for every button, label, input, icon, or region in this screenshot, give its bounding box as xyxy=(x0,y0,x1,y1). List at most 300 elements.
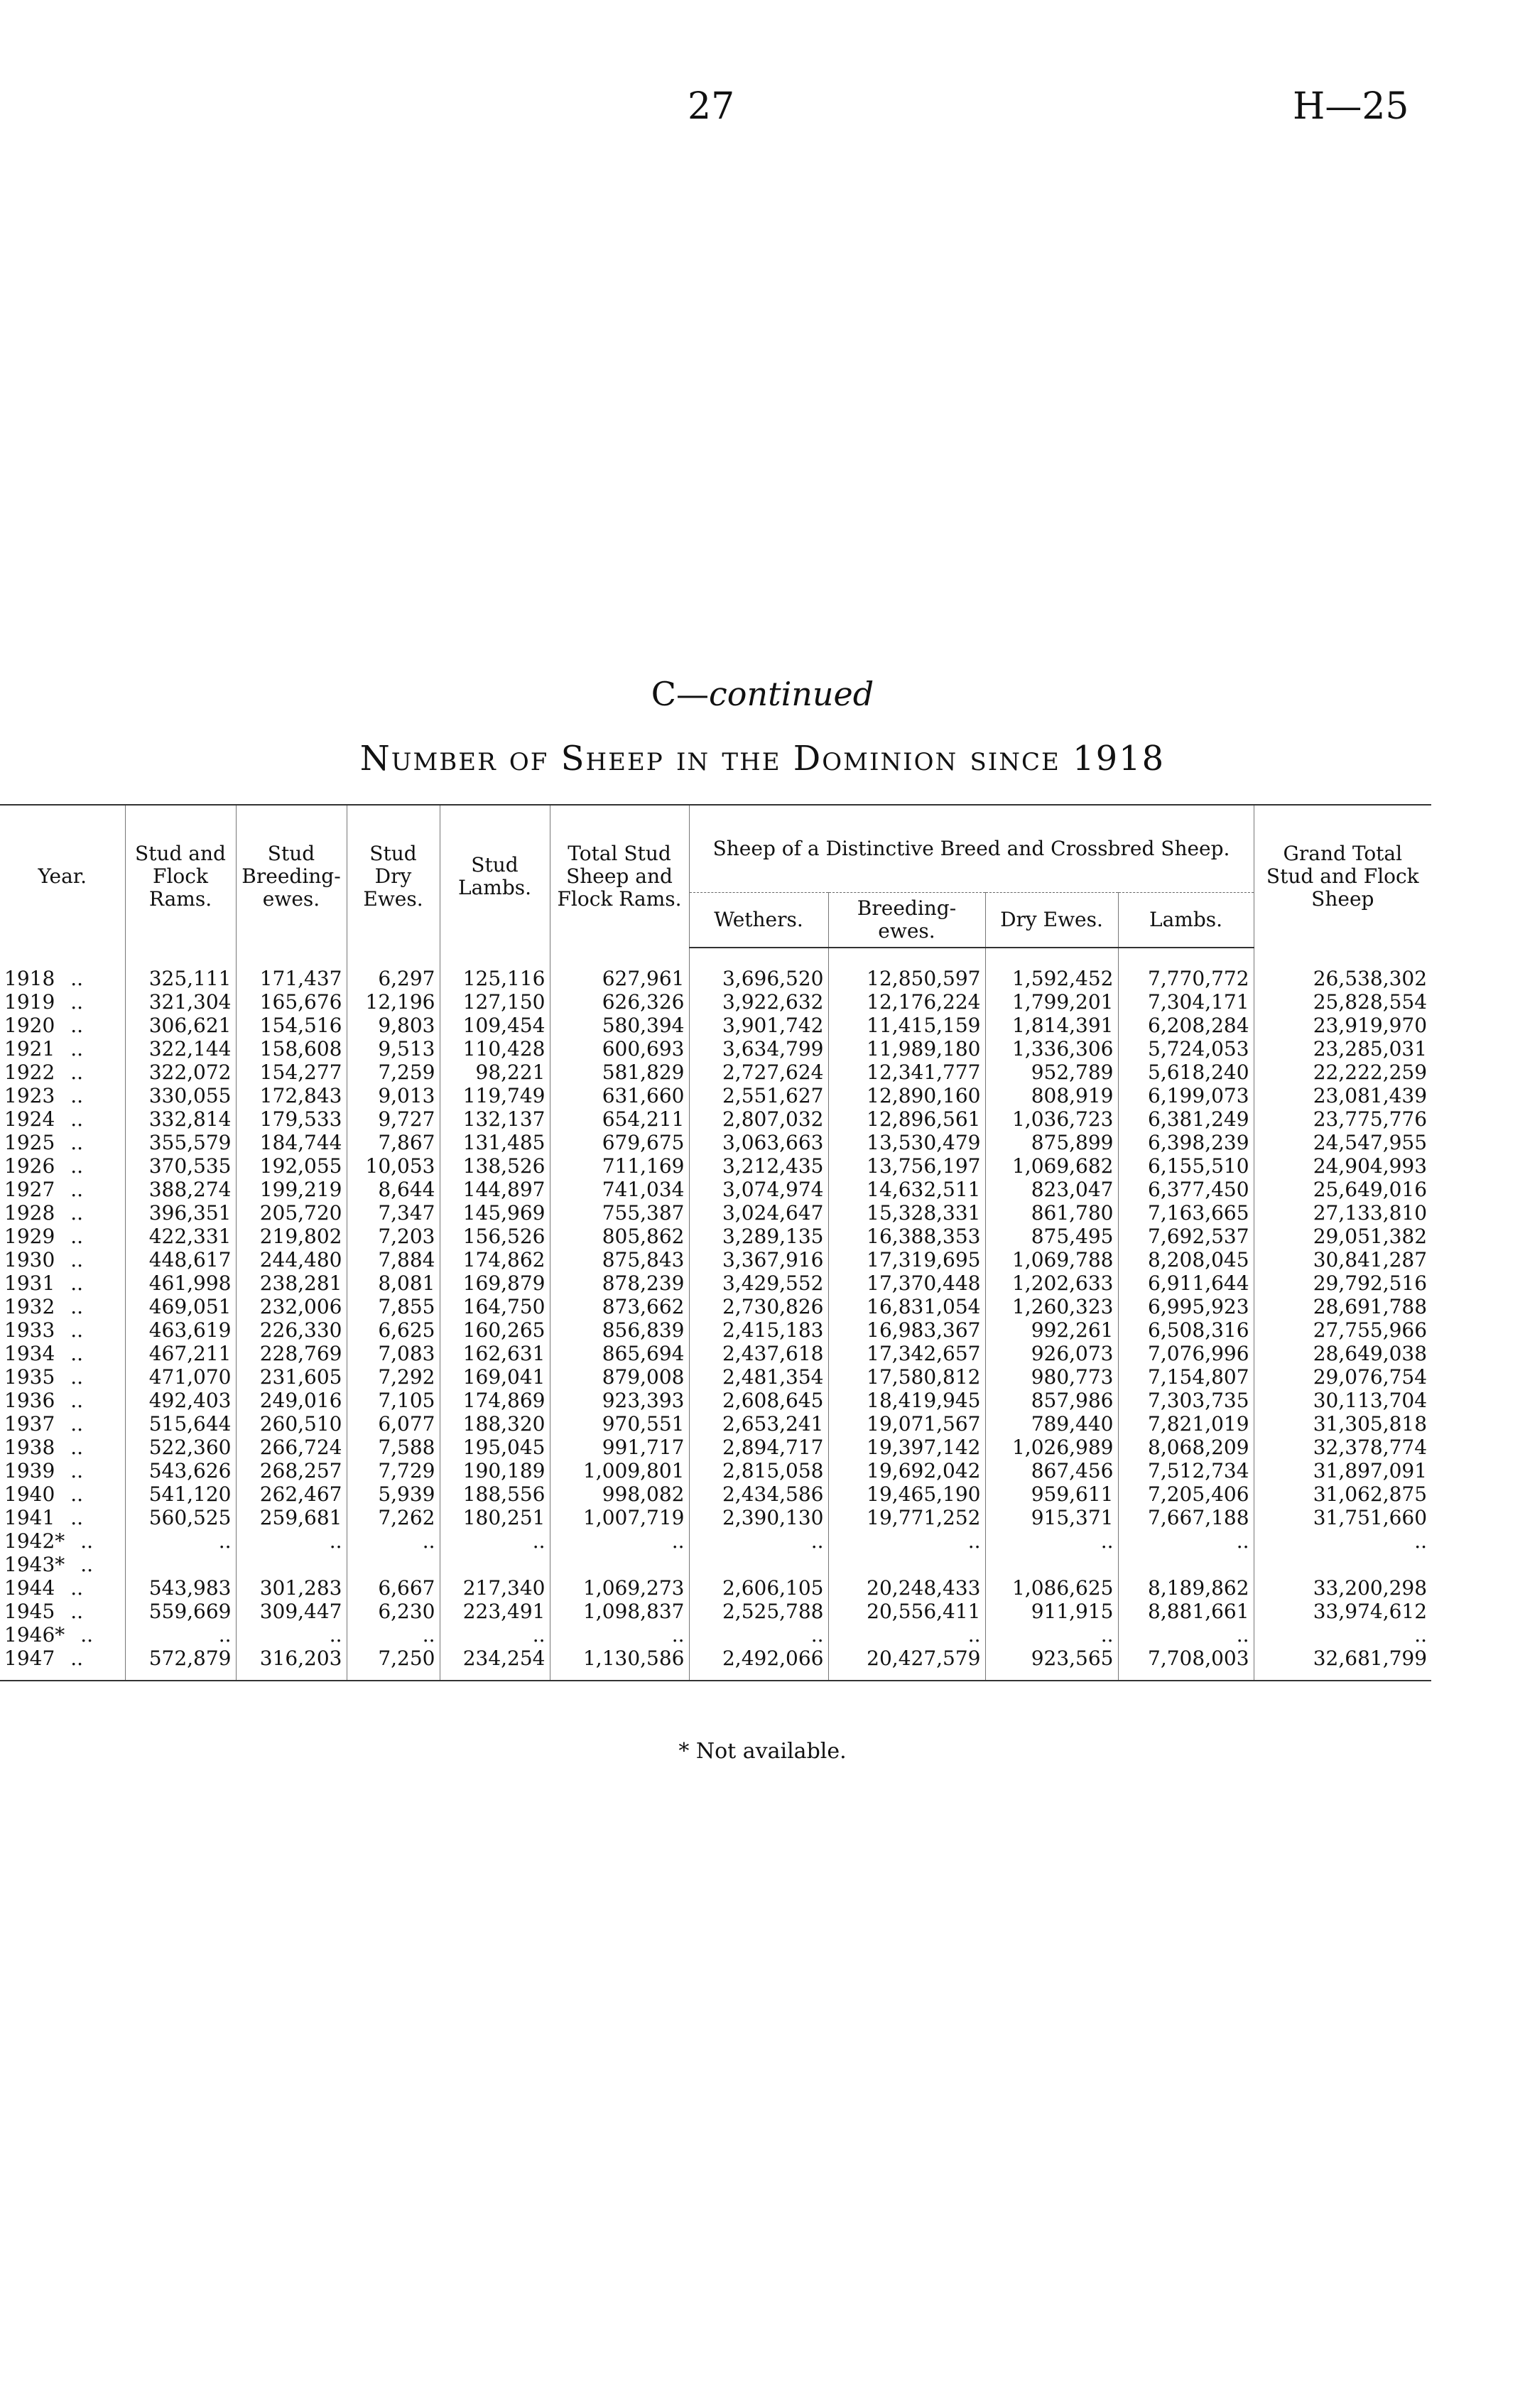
col-lambs: 7,770,772 xyxy=(1118,948,1254,990)
col-breeding-ewes: 16,831,054 xyxy=(828,1295,985,1318)
col-stud-lambs: 156,526 xyxy=(440,1225,550,1248)
col-total-stud: 998,082 xyxy=(550,1482,689,1506)
col-wethers: 3,922,632 xyxy=(689,990,828,1014)
col-grand-total: 27,755,966 xyxy=(1254,1318,1431,1342)
header-distinctive-group: Sheep of a Distinctive Breed and Crossbred Sheep. xyxy=(689,805,1254,893)
year-leader-dots: .. xyxy=(70,990,84,1014)
col-stud-dry-ewes: 9,013 xyxy=(347,1084,440,1107)
col-wethers: 2,551,627 xyxy=(689,1084,828,1107)
year-label: 1934 xyxy=(4,1342,55,1366)
col-lambs: .. xyxy=(1118,1529,1254,1553)
col-wethers: 3,074,974 xyxy=(689,1178,828,1201)
year-label: 1918 xyxy=(4,966,55,990)
col-wethers: 2,727,624 xyxy=(689,1061,828,1084)
col-wethers: 3,212,435 xyxy=(689,1154,828,1178)
col-stud-flock-rams: 543,983 xyxy=(125,1576,236,1600)
col-stud-breeding-ewes: 309,447 xyxy=(236,1600,347,1623)
year-leader-dots: .. xyxy=(70,1225,84,1249)
col-stud-lambs: .. xyxy=(440,1623,550,1647)
table-row xyxy=(0,1037,1431,1061)
col-total-stud: 1,098,837 xyxy=(550,1600,689,1623)
year-leader-dots: .. xyxy=(70,1154,84,1178)
section-letter: C— xyxy=(651,675,709,713)
cell-year xyxy=(0,1436,125,1459)
col-stud-flock-rams: 396,351 xyxy=(125,1201,236,1225)
header-dry-ewes: Dry Ewes. xyxy=(985,893,1118,948)
col-stud-breeding-ewes: 260,510 xyxy=(236,1412,347,1436)
table-row xyxy=(0,1436,1431,1459)
col-grand-total: 31,897,091 xyxy=(1254,1459,1431,1482)
year-label: 1940 xyxy=(4,1482,55,1507)
table-row xyxy=(0,1154,1431,1178)
cell-year xyxy=(0,1248,125,1271)
col-lambs: 6,398,239 xyxy=(1118,1131,1254,1154)
col-stud-dry-ewes: 7,203 xyxy=(347,1225,440,1248)
col-total-stud: 1,007,719 xyxy=(550,1506,689,1529)
col-grand-total: 32,681,799 xyxy=(1254,1647,1431,1681)
col-wethers: 2,434,586 xyxy=(689,1482,828,1506)
col-total-stud xyxy=(550,1553,689,1576)
col-stud-flock-rams: .. xyxy=(125,1623,236,1647)
table-row xyxy=(0,1131,1431,1154)
col-wethers: 2,481,354 xyxy=(689,1365,828,1389)
year-leader-dots: .. xyxy=(70,1037,84,1061)
col-stud-lambs: 145,969 xyxy=(440,1201,550,1225)
col-dry-ewes: 1,069,682 xyxy=(985,1154,1118,1178)
year-label: 1935 xyxy=(4,1365,55,1389)
col-grand-total: 25,828,554 xyxy=(1254,990,1431,1014)
col-grand-total: .. xyxy=(1254,1623,1431,1647)
col-stud-dry-ewes: 5,939 xyxy=(347,1482,440,1506)
table-row xyxy=(0,1248,1431,1271)
table-row xyxy=(0,1647,1431,1681)
col-lambs xyxy=(1118,1553,1254,1576)
col-stud-lambs: 144,897 xyxy=(440,1178,550,1201)
table-row xyxy=(0,1084,1431,1107)
col-stud-breeding-ewes: 154,516 xyxy=(236,1014,347,1037)
col-total-stud: 1,069,273 xyxy=(550,1576,689,1600)
col-breeding-ewes: 13,756,197 xyxy=(828,1154,985,1178)
col-stud-flock-rams: 322,072 xyxy=(125,1061,236,1084)
col-stud-lambs: 169,041 xyxy=(440,1365,550,1389)
year-label: 1924 xyxy=(4,1107,55,1132)
col-grand-total: .. xyxy=(1254,1529,1431,1553)
year-label: 1931 xyxy=(4,1271,55,1296)
col-breeding-ewes: 15,328,331 xyxy=(828,1201,985,1225)
col-wethers: 2,390,130 xyxy=(689,1506,828,1529)
col-stud-dry-ewes: 6,077 xyxy=(347,1412,440,1436)
col-lambs: 7,304,171 xyxy=(1118,990,1254,1014)
col-stud-lambs: 138,526 xyxy=(440,1154,550,1178)
col-stud-breeding-ewes: 266,724 xyxy=(236,1436,347,1459)
col-grand-total: 31,305,818 xyxy=(1254,1412,1431,1436)
col-dry-ewes: 1,036,723 xyxy=(985,1107,1118,1131)
col-stud-flock-rams: 471,070 xyxy=(125,1365,236,1389)
col-dry-ewes: 1,026,989 xyxy=(985,1436,1118,1459)
col-stud-lambs: 174,862 xyxy=(440,1248,550,1271)
continued-label: continued xyxy=(709,675,874,713)
year-label: 1933 xyxy=(4,1318,55,1343)
year-label: 1945 xyxy=(4,1600,55,1624)
table-row xyxy=(0,1225,1431,1248)
col-grand-total: 32,378,774 xyxy=(1254,1436,1431,1459)
col-stud-dry-ewes: 8,644 xyxy=(347,1178,440,1201)
year-label: 1923 xyxy=(4,1084,55,1108)
col-stud-dry-ewes: 9,513 xyxy=(347,1037,440,1061)
col-stud-flock-rams: 463,619 xyxy=(125,1318,236,1342)
col-breeding-ewes: 17,342,657 xyxy=(828,1342,985,1365)
col-breeding-ewes: 13,530,479 xyxy=(828,1131,985,1154)
col-stud-dry-ewes xyxy=(347,1553,440,1576)
col-stud-lambs: 98,221 xyxy=(440,1061,550,1084)
col-wethers: 2,894,717 xyxy=(689,1436,828,1459)
col-lambs: 7,163,665 xyxy=(1118,1201,1254,1225)
header-wethers: Wethers. xyxy=(689,893,828,948)
col-total-stud: 580,394 xyxy=(550,1014,689,1037)
col-stud-dry-ewes: 8,081 xyxy=(347,1271,440,1295)
col-breeding-ewes: 20,248,433 xyxy=(828,1576,985,1600)
cell-year xyxy=(0,990,125,1014)
col-dry-ewes: 926,073 xyxy=(985,1342,1118,1365)
col-dry-ewes: 1,814,391 xyxy=(985,1014,1118,1037)
year-leader-dots: .. xyxy=(70,1271,84,1296)
col-dry-ewes: 875,495 xyxy=(985,1225,1118,1248)
col-stud-flock-rams: 492,403 xyxy=(125,1389,236,1412)
year-label: 1928 xyxy=(4,1201,55,1225)
col-stud-lambs: 162,631 xyxy=(440,1342,550,1365)
col-grand-total: 29,051,382 xyxy=(1254,1225,1431,1248)
cell-year xyxy=(0,1107,125,1131)
year-leader-dots: .. xyxy=(70,1342,84,1366)
col-stud-lambs: 169,879 xyxy=(440,1271,550,1295)
header-stud-dry-ewes: Stud Dry Ewes. xyxy=(347,805,440,948)
col-dry-ewes: 1,336,306 xyxy=(985,1037,1118,1061)
col-stud-breeding-ewes: 262,467 xyxy=(236,1482,347,1506)
year-label: 1942* xyxy=(4,1529,65,1553)
col-lambs: 7,667,188 xyxy=(1118,1506,1254,1529)
cell-year xyxy=(0,1365,125,1389)
col-total-stud: .. xyxy=(550,1623,689,1647)
year-label: 1919 xyxy=(4,990,55,1014)
year-leader-dots: .. xyxy=(80,1553,94,1577)
col-wethers: 3,901,742 xyxy=(689,1014,828,1037)
col-breeding-ewes: 12,341,777 xyxy=(828,1061,985,1084)
col-dry-ewes: 1,592,452 xyxy=(985,948,1118,990)
col-stud-breeding-ewes: 199,219 xyxy=(236,1178,347,1201)
col-wethers: .. xyxy=(689,1529,828,1553)
year-label: 1925 xyxy=(4,1131,55,1155)
footnote: * Not available. xyxy=(678,1739,847,1764)
header-grand-total: Grand Total Stud and Flock Sheep xyxy=(1254,805,1431,948)
col-dry-ewes: .. xyxy=(985,1623,1118,1647)
col-total-stud: 600,693 xyxy=(550,1037,689,1061)
col-stud-dry-ewes: 6,230 xyxy=(347,1600,440,1623)
col-wethers: .. xyxy=(689,1623,828,1647)
col-stud-lambs: 119,749 xyxy=(440,1084,550,1107)
header-total-stud: Total Stud Sheep and Flock Rams. xyxy=(550,805,689,948)
col-breeding-ewes: 19,692,042 xyxy=(828,1459,985,1482)
col-breeding-ewes: 14,632,511 xyxy=(828,1178,985,1201)
col-stud-breeding-ewes: 301,283 xyxy=(236,1576,347,1600)
col-wethers: 2,815,058 xyxy=(689,1459,828,1482)
col-stud-dry-ewes: 7,855 xyxy=(347,1295,440,1318)
col-stud-flock-rams: 541,120 xyxy=(125,1482,236,1506)
year-leader-dots: .. xyxy=(70,1014,84,1038)
col-lambs: 6,508,316 xyxy=(1118,1318,1254,1342)
col-dry-ewes: 980,773 xyxy=(985,1365,1118,1389)
col-dry-ewes: 959,611 xyxy=(985,1482,1118,1506)
year-label: 1930 xyxy=(4,1248,55,1272)
col-stud-dry-ewes: 10,053 xyxy=(347,1154,440,1178)
col-stud-breeding-ewes: .. xyxy=(236,1529,347,1553)
col-total-stud: 865,694 xyxy=(550,1342,689,1365)
col-grand-total: 33,200,298 xyxy=(1254,1576,1431,1600)
table-row xyxy=(0,1553,1431,1576)
col-breeding-ewes: 17,370,448 xyxy=(828,1271,985,1295)
col-stud-flock-rams: 522,360 xyxy=(125,1436,236,1459)
section-label xyxy=(0,675,1525,713)
col-stud-flock-rams: .. xyxy=(125,1529,236,1553)
col-breeding-ewes: 16,388,353 xyxy=(828,1225,985,1248)
year-leader-dots: .. xyxy=(70,1365,84,1389)
cell-year xyxy=(0,1412,125,1436)
col-stud-dry-ewes: 7,867 xyxy=(347,1131,440,1154)
year-leader-dots: .. xyxy=(70,1084,84,1108)
col-stud-lambs: 190,189 xyxy=(440,1459,550,1482)
col-stud-lambs: 109,454 xyxy=(440,1014,550,1037)
year-leader-dots: .. xyxy=(70,1178,84,1202)
col-stud-dry-ewes: 7,292 xyxy=(347,1365,440,1389)
table-row xyxy=(0,1459,1431,1482)
cell-year xyxy=(0,1342,125,1365)
col-stud-lambs: 131,485 xyxy=(440,1131,550,1154)
col-grand-total: 30,841,287 xyxy=(1254,1248,1431,1271)
year-label: 1941 xyxy=(4,1506,55,1530)
col-stud-dry-ewes: 6,667 xyxy=(347,1576,440,1600)
col-lambs: 8,189,862 xyxy=(1118,1576,1254,1600)
col-stud-lambs: 188,320 xyxy=(440,1412,550,1436)
cell-year xyxy=(0,1154,125,1178)
year-leader-dots: .. xyxy=(70,1061,84,1085)
col-grand-total: 26,538,302 xyxy=(1254,948,1431,990)
col-wethers: 2,653,241 xyxy=(689,1412,828,1436)
table-row xyxy=(0,1295,1431,1318)
table-row xyxy=(0,1342,1431,1365)
cell-year xyxy=(0,1225,125,1248)
col-wethers: 3,024,647 xyxy=(689,1201,828,1225)
col-wethers: 3,634,799 xyxy=(689,1037,828,1061)
col-dry-ewes: 911,915 xyxy=(985,1600,1118,1623)
year-label: 1921 xyxy=(4,1037,55,1061)
cell-year xyxy=(0,1201,125,1225)
col-stud-breeding-ewes: 165,676 xyxy=(236,990,347,1014)
col-dry-ewes: .. xyxy=(985,1529,1118,1553)
col-grand-total: 33,974,612 xyxy=(1254,1600,1431,1623)
col-dry-ewes: 875,899 xyxy=(985,1131,1118,1154)
col-grand-total: 22,222,259 xyxy=(1254,1061,1431,1084)
col-breeding-ewes xyxy=(828,1553,985,1576)
col-dry-ewes: 923,565 xyxy=(985,1647,1118,1681)
year-leader-dots: .. xyxy=(80,1529,94,1553)
col-wethers: 3,696,520 xyxy=(689,948,828,990)
col-total-stud: 805,862 xyxy=(550,1225,689,1248)
col-grand-total: 29,792,516 xyxy=(1254,1271,1431,1295)
col-breeding-ewes: 20,556,411 xyxy=(828,1600,985,1623)
cell-year xyxy=(0,1014,125,1037)
col-stud-dry-ewes: 7,259 xyxy=(347,1061,440,1084)
cell-year xyxy=(0,1647,125,1681)
col-lambs: 6,381,249 xyxy=(1118,1107,1254,1131)
col-stud-flock-rams: 469,051 xyxy=(125,1295,236,1318)
header-lambs: Lambs. xyxy=(1118,893,1254,948)
col-grand-total: 24,547,955 xyxy=(1254,1131,1431,1154)
table-title: Number of Sheep in the Dominion since 1918 xyxy=(359,739,1166,779)
col-stud-breeding-ewes: 249,016 xyxy=(236,1389,347,1412)
col-dry-ewes: 808,919 xyxy=(985,1084,1118,1107)
cell-year xyxy=(0,1318,125,1342)
col-stud-breeding-ewes: 228,769 xyxy=(236,1342,347,1365)
col-stud-flock-rams: 330,055 xyxy=(125,1084,236,1107)
col-breeding-ewes: 11,415,159 xyxy=(828,1014,985,1037)
col-dry-ewes: 1,069,788 xyxy=(985,1248,1118,1271)
page-code: H—25 xyxy=(1293,85,1409,128)
col-breeding-ewes: 17,580,812 xyxy=(828,1365,985,1389)
col-lambs: 6,911,644 xyxy=(1118,1271,1254,1295)
col-stud-flock-rams: 559,669 xyxy=(125,1600,236,1623)
col-total-stud: 991,717 xyxy=(550,1436,689,1459)
year-leader-dots: .. xyxy=(70,1389,84,1413)
cell-year xyxy=(0,1600,125,1623)
table-row xyxy=(0,1201,1431,1225)
header-breeding-ewes: Breeding-ewes. xyxy=(828,893,985,948)
header-year: Year. xyxy=(0,805,125,948)
col-stud-dry-ewes: 7,729 xyxy=(347,1459,440,1482)
col-lambs: 8,068,209 xyxy=(1118,1436,1254,1459)
col-stud-lambs: 127,150 xyxy=(440,990,550,1014)
col-stud-flock-rams: 422,331 xyxy=(125,1225,236,1248)
year-leader-dots: .. xyxy=(70,1506,84,1530)
col-total-stud: 1,130,586 xyxy=(550,1647,689,1681)
year-leader-dots: .. xyxy=(70,1412,84,1436)
col-stud-flock-rams: 461,998 xyxy=(125,1271,236,1295)
col-total-stud: 581,829 xyxy=(550,1061,689,1084)
col-breeding-ewes: 20,427,579 xyxy=(828,1647,985,1681)
table-row xyxy=(0,1318,1431,1342)
year-label: 1932 xyxy=(4,1295,55,1319)
col-stud-lambs: 188,556 xyxy=(440,1482,550,1506)
year-label: 1944 xyxy=(4,1576,55,1600)
col-stud-breeding-ewes: 238,281 xyxy=(236,1271,347,1295)
col-total-stud: 755,387 xyxy=(550,1201,689,1225)
col-total-stud: 741,034 xyxy=(550,1178,689,1201)
cell-year xyxy=(0,1623,125,1647)
col-stud-lambs: 110,428 xyxy=(440,1037,550,1061)
col-lambs: 7,303,735 xyxy=(1118,1389,1254,1412)
cell-year xyxy=(0,1131,125,1154)
col-stud-dry-ewes: 6,297 xyxy=(347,948,440,990)
col-total-stud: 873,662 xyxy=(550,1295,689,1318)
col-dry-ewes xyxy=(985,1553,1118,1576)
col-grand-total: 23,775,776 xyxy=(1254,1107,1431,1131)
col-breeding-ewes: 19,397,142 xyxy=(828,1436,985,1459)
col-stud-breeding-ewes: 232,006 xyxy=(236,1295,347,1318)
year-label: 1938 xyxy=(4,1436,55,1460)
col-stud-flock-rams: 332,814 xyxy=(125,1107,236,1131)
year-label: 1937 xyxy=(4,1412,55,1436)
col-breeding-ewes: 19,071,567 xyxy=(828,1412,985,1436)
col-stud-dry-ewes: 7,105 xyxy=(347,1389,440,1412)
col-grand-total: 29,076,754 xyxy=(1254,1365,1431,1389)
col-stud-lambs: 125,116 xyxy=(440,948,550,990)
col-lambs: 6,208,284 xyxy=(1118,1014,1254,1037)
col-wethers: 2,730,826 xyxy=(689,1295,828,1318)
col-grand-total: 23,919,970 xyxy=(1254,1014,1431,1037)
year-label: 1920 xyxy=(4,1014,55,1038)
col-breeding-ewes: 12,850,597 xyxy=(828,948,985,990)
col-stud-breeding-ewes: 231,605 xyxy=(236,1365,347,1389)
col-breeding-ewes: .. xyxy=(828,1529,985,1553)
col-stud-flock-rams: 515,644 xyxy=(125,1412,236,1436)
year-leader-dots: .. xyxy=(70,1131,84,1155)
col-total-stud: 875,843 xyxy=(550,1248,689,1271)
col-stud-lambs: 223,491 xyxy=(440,1600,550,1623)
col-wethers: 3,289,135 xyxy=(689,1225,828,1248)
year-label: 1947 xyxy=(4,1647,55,1671)
table-row xyxy=(0,1482,1431,1506)
year-label: 1927 xyxy=(4,1178,55,1202)
year-label: 1939 xyxy=(4,1459,55,1483)
col-lambs: .. xyxy=(1118,1623,1254,1647)
table-row xyxy=(0,1365,1431,1389)
cell-year xyxy=(0,1459,125,1482)
col-grand-total: 30,113,704 xyxy=(1254,1389,1431,1412)
col-grand-total: 31,062,875 xyxy=(1254,1482,1431,1506)
col-stud-flock-rams: 355,579 xyxy=(125,1131,236,1154)
col-stud-lambs: 164,750 xyxy=(440,1295,550,1318)
year-label: 1936 xyxy=(4,1389,55,1413)
col-stud-breeding-ewes: 244,480 xyxy=(236,1248,347,1271)
col-stud-breeding-ewes: 205,720 xyxy=(236,1201,347,1225)
col-breeding-ewes: 18,419,945 xyxy=(828,1389,985,1412)
col-total-stud: 679,675 xyxy=(550,1131,689,1154)
year-leader-dots: .. xyxy=(70,1647,84,1671)
col-stud-lambs xyxy=(440,1553,550,1576)
col-stud-lambs: 180,251 xyxy=(440,1506,550,1529)
col-grand-total: 27,133,810 xyxy=(1254,1201,1431,1225)
col-lambs: 7,076,996 xyxy=(1118,1342,1254,1365)
year-leader-dots: .. xyxy=(70,1436,84,1460)
col-lambs: 7,205,406 xyxy=(1118,1482,1254,1506)
year-leader-dots: .. xyxy=(70,966,84,990)
col-stud-flock-rams: 543,626 xyxy=(125,1459,236,1482)
year-leader-dots: .. xyxy=(80,1623,94,1647)
table-row xyxy=(0,990,1431,1014)
col-total-stud: 923,393 xyxy=(550,1389,689,1412)
year-leader-dots: .. xyxy=(70,1295,84,1319)
col-stud-breeding-ewes: 316,203 xyxy=(236,1647,347,1681)
col-dry-ewes: 992,261 xyxy=(985,1318,1118,1342)
col-lambs: 5,724,053 xyxy=(1118,1037,1254,1061)
col-stud-lambs: 174,869 xyxy=(440,1389,550,1412)
col-grand-total xyxy=(1254,1553,1431,1576)
col-lambs: 6,995,923 xyxy=(1118,1295,1254,1318)
year-label: 1943* xyxy=(4,1553,65,1577)
year-leader-dots: .. xyxy=(70,1459,84,1483)
col-breeding-ewes: 11,989,180 xyxy=(828,1037,985,1061)
col-stud-flock-rams: 322,144 xyxy=(125,1037,236,1061)
col-lambs: 7,708,003 xyxy=(1118,1647,1254,1681)
col-total-stud: 631,660 xyxy=(550,1084,689,1107)
